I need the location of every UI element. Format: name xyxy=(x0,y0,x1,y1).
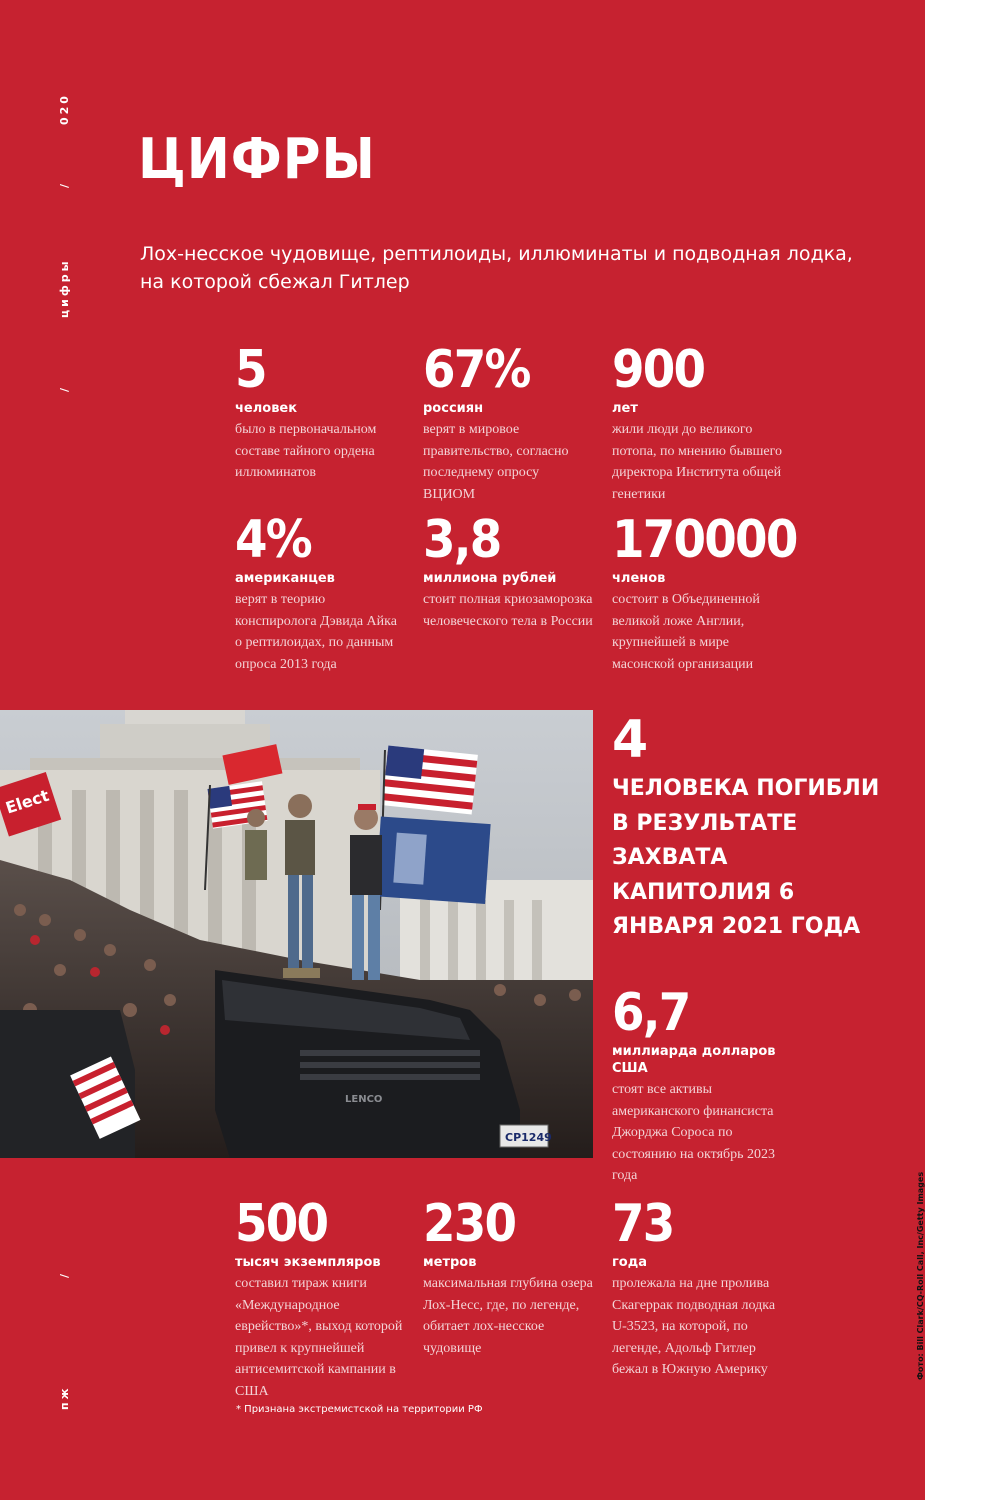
license-plate-text: CP1249 xyxy=(505,1131,552,1144)
capitol-riot-illustration xyxy=(0,710,593,1158)
stat-value: 500 xyxy=(235,1194,328,1254)
stat-illuminati-founders xyxy=(235,342,405,484)
sign-text: Elect xyxy=(3,785,52,818)
stat-description: состоит в Объединенной великой ложе Англии, крупнейшей в мире масонской организации xyxy=(612,592,760,672)
stat-description: максимальная глубина озера Лох-Несс, где, по легенде, обитает лох-несское чудовище xyxy=(423,1276,593,1356)
stat-unit: года xyxy=(612,1255,647,1270)
stat-value: 6,7 xyxy=(612,983,690,1043)
stat-value: 67% xyxy=(423,340,530,400)
stat-masonic-lodge xyxy=(612,510,797,675)
feature-caption: ЧЕЛОВЕКА ПОГИБЛИ В РЕЗУЛЬТАТЕ ЗАХВАТА КАПИТОЛИЯ 6 ЯНВАРЯ 2021 ГОДА xyxy=(612,776,880,939)
sidebar-separator: / xyxy=(58,384,71,392)
stat-description: составил тираж книги «Международное еврейство»*, выход которой привел к крупнейшей антисемитской кампании в США xyxy=(235,1276,403,1399)
stat-loch-ness-depth xyxy=(423,1196,593,1359)
stat-value: 73 xyxy=(612,1194,674,1254)
magazine-logo: пж xyxy=(58,1385,71,1410)
section-label: цифры xyxy=(58,258,71,318)
stat-description: пролежала на дне пролива Скагеррак подводная лодка U-3523, на которой, по легенде, Адольф Гитлер бежал в Южную Америку xyxy=(612,1276,776,1377)
stat-value: 230 xyxy=(423,1194,516,1254)
stat-flood-lifespan xyxy=(612,342,792,505)
stat-description: верят в теорию конспиролога Дэвида Айка о рептилоидах, по данным опроса 2013 года xyxy=(235,592,397,672)
stat-unit: миллиона рублей xyxy=(423,571,557,586)
stat-value: 4% xyxy=(235,510,311,570)
capitol-deaths-feature xyxy=(612,712,882,945)
stat-world-government xyxy=(423,342,593,505)
stat-description: жили люди до великого потопа, по мнению бывшего директора Института общей генетики xyxy=(612,422,782,502)
page-number: 020 xyxy=(58,93,71,125)
stat-value: 3,8 xyxy=(423,510,501,570)
stat-value: 170000 xyxy=(612,510,797,570)
stat-unit: метров xyxy=(423,1255,477,1270)
stat-reptilians xyxy=(235,512,405,675)
sidebar-separator: / xyxy=(58,1270,71,1278)
page-subtitle: Лох-несское чудовище, рептилоиды, иллюминаты и подводная лодка, на которой сбежал Гитлер xyxy=(140,243,853,293)
page-title: ЦИФРЫ xyxy=(138,127,376,192)
stat-description: стоит полная криозаморозка человеческого тела в России xyxy=(423,592,593,629)
stat-cryo-cost xyxy=(423,512,593,632)
stat-value: 900 xyxy=(612,340,705,400)
stat-description: стоят все активы американского финансиста Джорджа Сороса по состоянию на октябрь 2023 года xyxy=(612,1082,776,1183)
sidebar-separator: / xyxy=(58,180,71,188)
stat-unit: тысяч экземпляров xyxy=(235,1255,381,1270)
vehicle-grille-text: LENCO xyxy=(345,1094,383,1105)
stat-description: было в первоначальном составе тайного ордена иллюминатов xyxy=(235,422,377,480)
feature-value: 4 xyxy=(612,710,649,770)
stat-unit: человек xyxy=(235,401,298,416)
stat-unit: россиян xyxy=(423,401,484,416)
stat-unit: американцев xyxy=(235,571,335,586)
photo-credit: Фото: Bill Clark/CQ-Roll Call, Inc/Getty Images xyxy=(916,1171,925,1380)
stat-soros-assets xyxy=(612,985,792,1187)
stat-value: 5 xyxy=(235,340,266,400)
stat-submarine xyxy=(612,1196,792,1381)
capitol-photo xyxy=(0,710,593,1158)
stat-unit: миллиарда долларов США xyxy=(612,1044,776,1076)
stat-description: верят в мировое правительство, согласно последнему опросу ВЦИОМ xyxy=(423,422,569,502)
stat-unit: членов xyxy=(612,571,666,586)
footnote: * Признана экстремистской на территории РФ xyxy=(236,1404,483,1415)
stat-unit: лет xyxy=(612,401,638,416)
stat-book-circulation xyxy=(235,1196,415,1402)
